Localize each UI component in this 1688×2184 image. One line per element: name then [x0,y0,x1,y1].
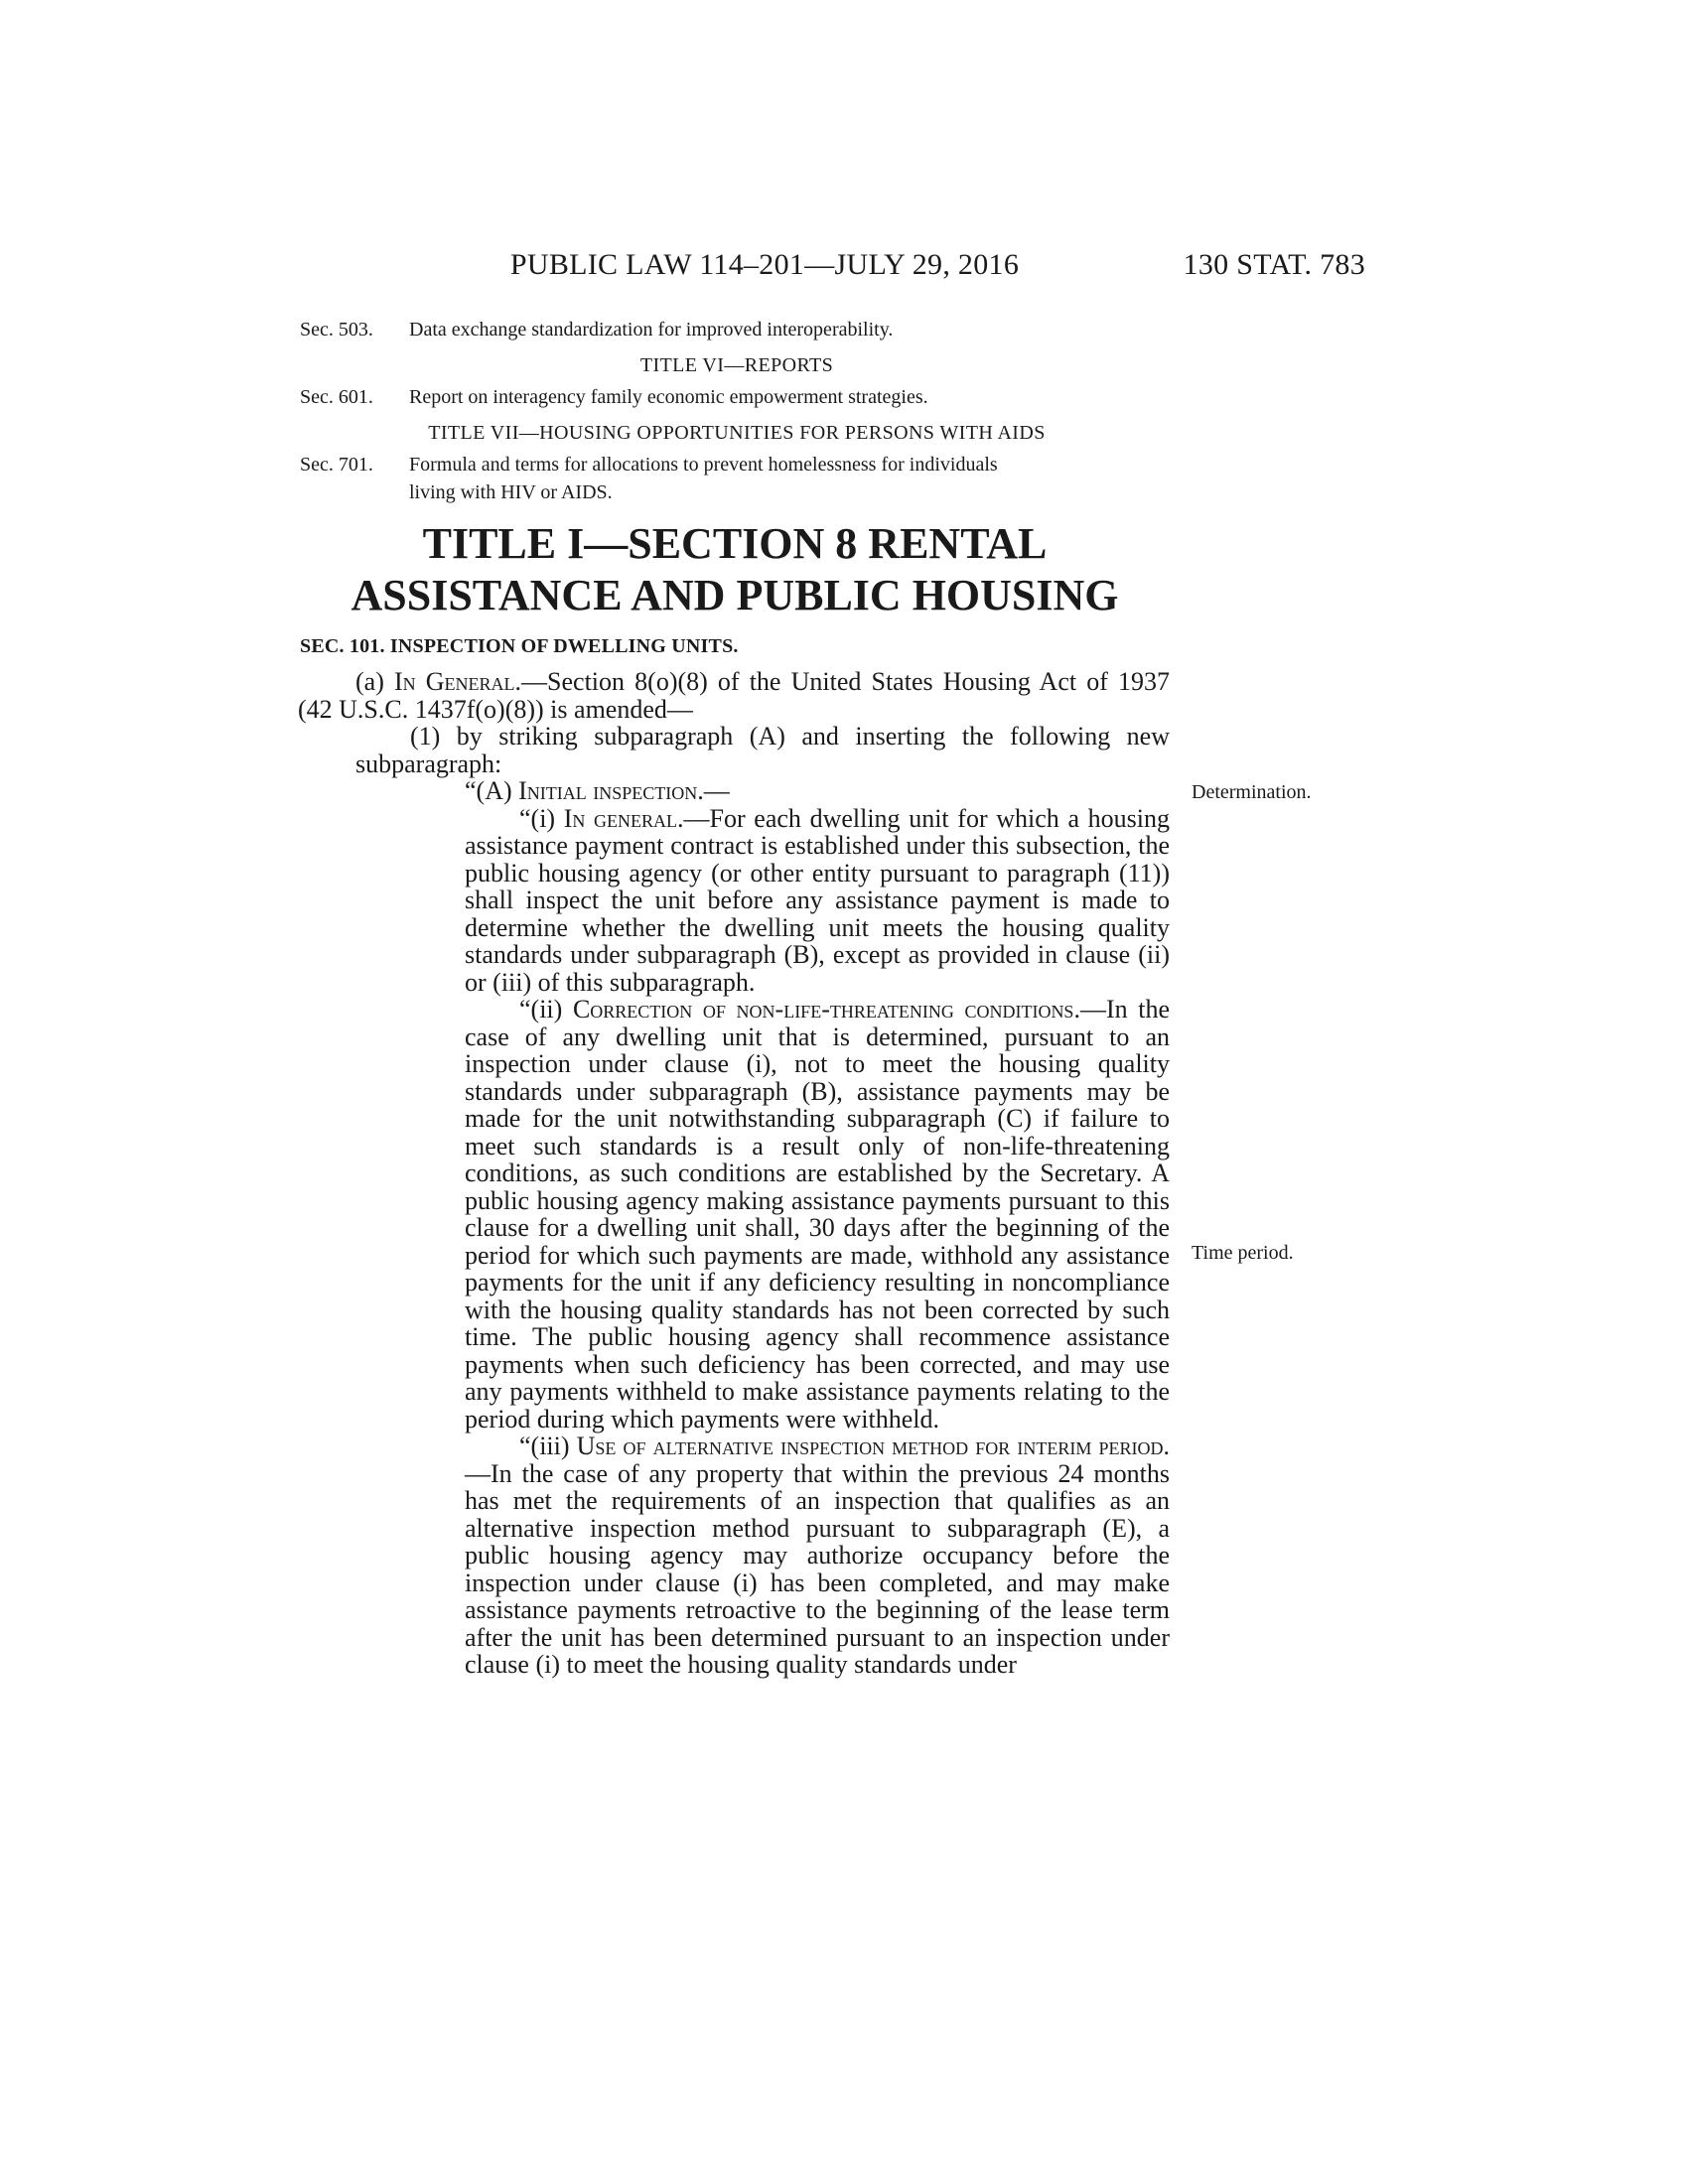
subsection-a-text: .—Section 8(o)(8) of the United States Housing Act of 1937 (42 U.S.C. 1437f(o)(8)) is amended— [298,667,1170,724]
clause-i [298,805,1170,997]
paragraph-1: (1) by striking subparagraph (A) and inserting the following new subparagraph: [355,722,1170,778]
toc-section-number: Sec. 601. [300,386,373,408]
section-body [298,668,1170,1679]
toc-title-vii: TITLE VII—HOUSING OPPORTUNITIES FOR PERSONS WITH AIDS [428,422,1046,444]
clause-i-label: “(i) [519,803,564,833]
toc-section-text-line-1: Formula and terms for allocations to prevent homelessness for individuals [409,454,998,476]
title-heading [298,518,1172,621]
subsection-a [298,668,1170,723]
toc-section-text-line-2: living with HIV or AIDS. [409,481,613,503]
subsection-a-label: (a) [355,667,394,696]
running-head [298,248,1365,288]
clause-iii-heading: Use of alternative inspection method for interim period [576,1432,1164,1460]
toc-section-text: Data exchange standardization for improved interoperability. [409,319,894,341]
side-note-time-period: Time period. [1192,1242,1294,1264]
subparagraph-A-heading: Initial inspection [518,776,698,805]
toc-title-vi: TITLE VI—REPORTS [639,354,834,376]
subparagraph-A [298,777,1170,805]
section-heading: SEC. 101. INSPECTION OF DWELLING UNITS. [300,635,739,657]
toc-entry-sec-503 [300,316,1174,343]
stat-page-number: 130 STAT. 783 [1183,248,1365,281]
title-heading-line-1: TITLE I—SECTION 8 RENTAL [422,519,1048,568]
clause-ii [298,996,1170,1433]
clause-ii-label: “(ii) [519,995,573,1024]
clause-i-text: .—For each dwelling unit for which a housing assistance payment contract is established under this subsection, the public housing agency (or other entity pursuant to paragraph (11)) shall inspect the unit before any assistance payment is made to determine whether the dwelling unit meets the housing quality standards under subparagraph (B), except as provided in clause (ii) or (iii) of this subparagraph. [465,803,1170,997]
toc-section-text: Report on interagency family economic empowerment strategies. [409,386,928,408]
clause-ii-text: .—In the case of any dwelling unit that is determined, pursuant to an inspection under clause (i), not to meet the housing quality standards under subparagraph (B), assistance payments may be made for the unit notwithstanding subparagraph (C) if failure to meet such standards is a result only of non-life-threatening conditions, as such conditions are established by the Secretary. A public housing agency making assistance payments pursuant to this clause for a dwelling unit shall, 30 days after the beginning of the period for which such payments are made, withhold any assistance payments for the unit if any deficiency resulting in noncompliance with the housing quality standards has not been corrected by such time. The public housing agency shall recommence assistance payments when such deficiency has been corrected, and may use any payments withheld to make assistance payments relating to the period during which payments were withheld. [465,995,1170,1433]
clause-i-heading: In general [563,803,678,833]
side-note-determination: Determination. [1192,781,1312,803]
clause-iii-label: “(iii) [519,1432,577,1460]
subparagraph-A-label: “(A) [465,776,519,805]
toc-entry-sec-601 [300,383,1174,411]
subsection-a-heading: In General [393,667,515,696]
law-title: PUBLIC LAW 114–201—JULY 29, 2016 [509,248,1020,281]
toc-section-text [409,451,1174,506]
toc-section-number: Sec. 701. [300,454,373,476]
title-heading-line-2: ASSISTANCE AND PUBLIC HOUSING [351,571,1119,619]
toc-section-number: Sec. 503. [300,319,373,341]
clause-iii-text: .—In the case of any property that within the previous 24 months has met the requirements of an inspection that qualifies as an alternative inspection method pursuant to subparagraph (E), a public housing agency may authorize occupancy before the inspection under clause (i) has been completed, and may make assistance payments retroactive to the beginning of the lease term after the unit has been determined pursuant to an inspection under clause (i) to meet the housing quality standards under [465,1432,1170,1679]
clause-ii-heading: Correction of non-life-threatening conditions [572,995,1074,1024]
subparagraph-A-suffix: .— [697,776,730,805]
clause-iii [298,1433,1170,1679]
toc-entry-sec-701 [300,451,1174,506]
table-of-contents [300,316,1174,506]
